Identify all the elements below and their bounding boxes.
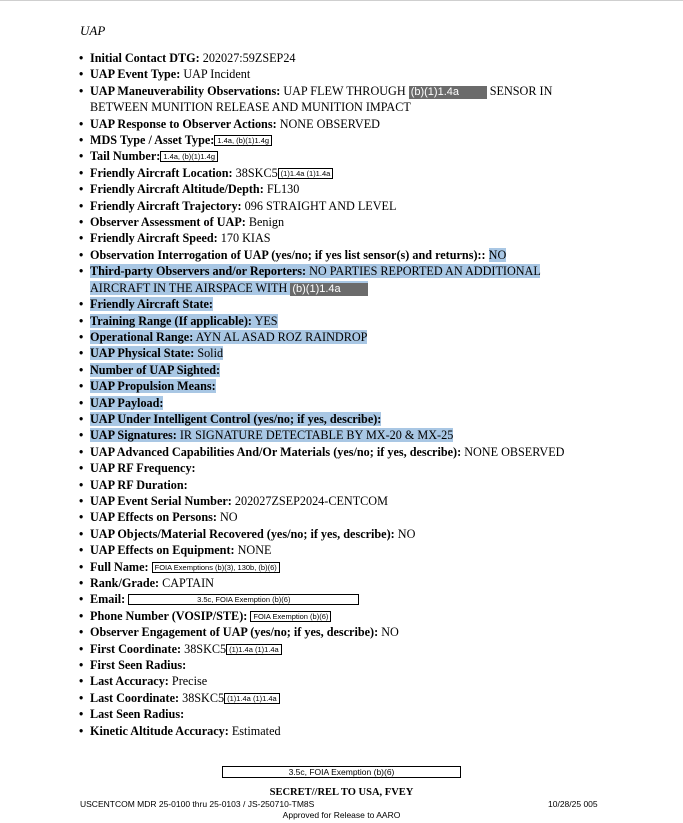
field-kinetic-altitude-accuracy: [79, 723, 599, 739]
field-rf-duration: [79, 477, 599, 493]
field-tail-number: [79, 148, 599, 164]
field-label: Observation Interrogation of UAP (yes/no; if yes list sensor(s) and returns)::: [90, 247, 486, 262]
field-label: Operational Range:: [90, 329, 194, 344]
field-aircraft-speed: [79, 230, 599, 246]
field-value-continued: SENSOR IN BETWEEN MUNITION RELEASE AND MUNITION IMPACT: [90, 83, 553, 115]
classification-marking: SECRET//REL TO USA, FVEY: [269, 787, 414, 798]
field-value: NO: [488, 247, 507, 262]
field-label: Last Seen Radius:: [90, 707, 185, 722]
field-payload: [79, 395, 599, 411]
field-phone: [79, 608, 599, 624]
redaction-box: 3.5c, FOIA Exemption (b)(6): [128, 594, 359, 605]
field-label: UAP Effects on Equipment:: [90, 543, 235, 558]
redaction-box: FOIA Exemptions (b)(3), 130b, (b)(6): [152, 562, 280, 573]
field-effects-persons: [79, 509, 599, 525]
field-value: Solid: [197, 346, 224, 361]
field-initial-contact-dtg: [79, 50, 599, 66]
field-third-party-observers: [79, 263, 599, 296]
field-trajectory: [79, 198, 599, 214]
field-event-serial: [79, 493, 599, 509]
field-label: UAP Objects/Material Recovered (yes/no; if yes, describe):: [90, 526, 395, 541]
field-observer-engagement: [79, 624, 599, 640]
field-value: Precise: [171, 674, 208, 689]
redaction-box: FOIA Exemption (b)(6): [250, 611, 331, 622]
field-aircraft-location: [79, 165, 599, 181]
field-physical-state: [79, 345, 599, 361]
field-label: Full Name:: [90, 559, 149, 574]
field-label: Phone Number (VOSIP/STE):: [90, 608, 248, 623]
release-note: Approved for Release to AARO: [282, 810, 401, 820]
field-last-accuracy: [79, 673, 599, 689]
field-event-type: [79, 66, 599, 82]
field-label: Training Range (If applicable):: [90, 313, 252, 328]
field-first-coordinate: [79, 641, 599, 657]
field-label: UAP Response to Observer Actions:: [90, 116, 277, 131]
field-email: [79, 591, 599, 607]
field-value: 096 STRAIGHT AND LEVEL: [244, 198, 397, 213]
field-label: Last Coordinate:: [90, 690, 180, 705]
field-value: NO: [219, 510, 238, 525]
field-maneuverability: [79, 83, 599, 116]
redaction-box: 1.4a, (b)(1)1.4g: [160, 151, 218, 162]
field-value: YES: [254, 313, 278, 328]
field-label: Friendly Aircraft Altitude/Depth:: [90, 182, 264, 197]
field-label: UAP Payload:: [90, 395, 164, 410]
field-value: 202027:59ZSEP24: [202, 51, 296, 65]
field-value: NO: [397, 526, 416, 541]
field-advanced-capabilities: [79, 444, 599, 460]
field-aircraft-state: [79, 296, 599, 312]
field-label: Observer Assessment of UAP:: [90, 215, 246, 230]
field-value: NO: [381, 625, 399, 640]
field-label: Friendly Aircraft Location:: [90, 165, 233, 180]
field-full-name: [79, 559, 599, 575]
field-last-seen-radius: [79, 706, 599, 722]
field-first-seen-radius: [79, 657, 599, 673]
redaction-box: (1)1.4a (1)1.4a: [224, 693, 280, 704]
field-value: UAP FLEW THROUGH: [283, 83, 406, 98]
footer-date-page: 10/28/25 005: [548, 799, 598, 809]
redaction-box: 1.4a, (b)(1)1.4g: [214, 135, 272, 146]
field-value: NONE: [237, 543, 272, 558]
field-label: Kinetic Altitude Accuracy:: [90, 723, 229, 738]
redaction-box: (1)1.4a (1)1.4a: [226, 644, 282, 655]
field-last-coordinate: [79, 690, 599, 706]
field-label: UAP Maneuverability Observations:: [90, 83, 281, 98]
field-value: 38SKC5: [235, 165, 278, 180]
field-label: First Coordinate:: [90, 641, 182, 656]
field-intelligent-control: [79, 411, 599, 427]
field-value: Benign: [248, 215, 285, 230]
field-value: NONE OBSERVED: [279, 116, 380, 131]
field-observer-assessment: [79, 214, 599, 230]
field-value: CAPTAIN: [162, 576, 214, 590]
field-value: Estimated: [231, 723, 281, 738]
field-label: Third-party Observers and/or Reporters:: [90, 264, 307, 279]
field-training-range: [79, 313, 599, 329]
field-number-sighted: [79, 362, 599, 378]
field-mds-type: [79, 132, 599, 148]
redaction-block: (b)(1)1.4a: [409, 86, 487, 99]
field-label: UAP Event Type:: [90, 67, 181, 82]
field-label: UAP Advanced Capabilities And/Or Materials (yes/no; if yes, describe):: [90, 444, 462, 459]
field-label: Rank/Grade:: [90, 576, 160, 590]
field-interrogation: [79, 247, 599, 263]
field-effects-equipment: [79, 542, 599, 558]
field-value: NONE OBSERVED: [464, 444, 565, 459]
section-title: UAP: [80, 23, 106, 38]
footer-redaction-box: 3.5c, FOIA Exemption (b)(6): [222, 766, 461, 778]
field-value: 38SKC5: [182, 690, 225, 705]
field-rf-frequency: [79, 460, 599, 476]
field-value: 170 KIAS: [220, 231, 271, 246]
field-value: FL130: [266, 182, 300, 197]
field-label: First Seen Radius:: [90, 658, 187, 673]
footer-document-id: USCENTCOM MDR 25-0100 thru 25-0103 / JS-250710-TM8S: [80, 799, 315, 809]
uap-field-list: [79, 50, 599, 739]
field-propulsion: [79, 378, 599, 394]
field-response-to-observer: [79, 116, 599, 132]
redaction-box: (1)1.4a (1)1.4a: [278, 168, 334, 179]
field-label: Friendly Aircraft Trajectory:: [90, 198, 242, 213]
field-label: Friendly Aircraft Speed:: [90, 231, 218, 246]
field-label: UAP Physical State:: [90, 346, 195, 361]
field-label: UAP Propulsion Means:: [90, 379, 216, 394]
field-value: AYN AL ASAD ROZ RAINDROP: [195, 329, 368, 344]
redaction-block: (b)(1)1.4a: [290, 283, 368, 296]
field-label: UAP Under Intelligent Control (yes/no; if yes, describe):: [90, 411, 382, 426]
field-value: UAP Incident: [183, 67, 251, 82]
field-label: Email:: [90, 592, 126, 607]
field-label: UAP Event Serial Number:: [90, 493, 232, 508]
field-label: UAP Signatures:: [90, 428, 177, 443]
field-operational-range: [79, 329, 599, 345]
field-label: Friendly Aircraft State:: [90, 297, 213, 312]
field-value: IR SIGNATURE DETECTABLE BY MX-20 & MX-25: [179, 428, 454, 443]
field-value: 38SKC5: [184, 641, 227, 656]
field-label: Tail Number:: [90, 149, 161, 164]
field-objects-recovered: [79, 526, 599, 542]
field-value: NO PARTIES REPORTED AN ADDITIONAL AIRCRAFT IN THE AIRSPACE WITH: [90, 264, 541, 295]
field-label: Last Accuracy:: [90, 674, 169, 689]
field-label: UAP RF Duration:: [90, 477, 188, 492]
field-label: MDS Type / Asset Type:: [90, 133, 215, 148]
field-label: Number of UAP Sighted:: [90, 362, 221, 377]
field-signatures: [79, 427, 599, 443]
page-top-edge: [0, 0, 683, 1]
field-label: UAP Effects on Persons:: [90, 510, 217, 525]
field-altitude: [79, 181, 599, 197]
field-label: Initial Contact DTG:: [90, 51, 200, 65]
field-label: UAP RF Frequency:: [90, 461, 196, 476]
field-value: 202027ZSEP2024-CENTCOM: [234, 493, 388, 508]
field-rank: [79, 575, 599, 591]
field-label: Observer Engagement of UAP (yes/no; if yes, describe):: [90, 625, 379, 640]
